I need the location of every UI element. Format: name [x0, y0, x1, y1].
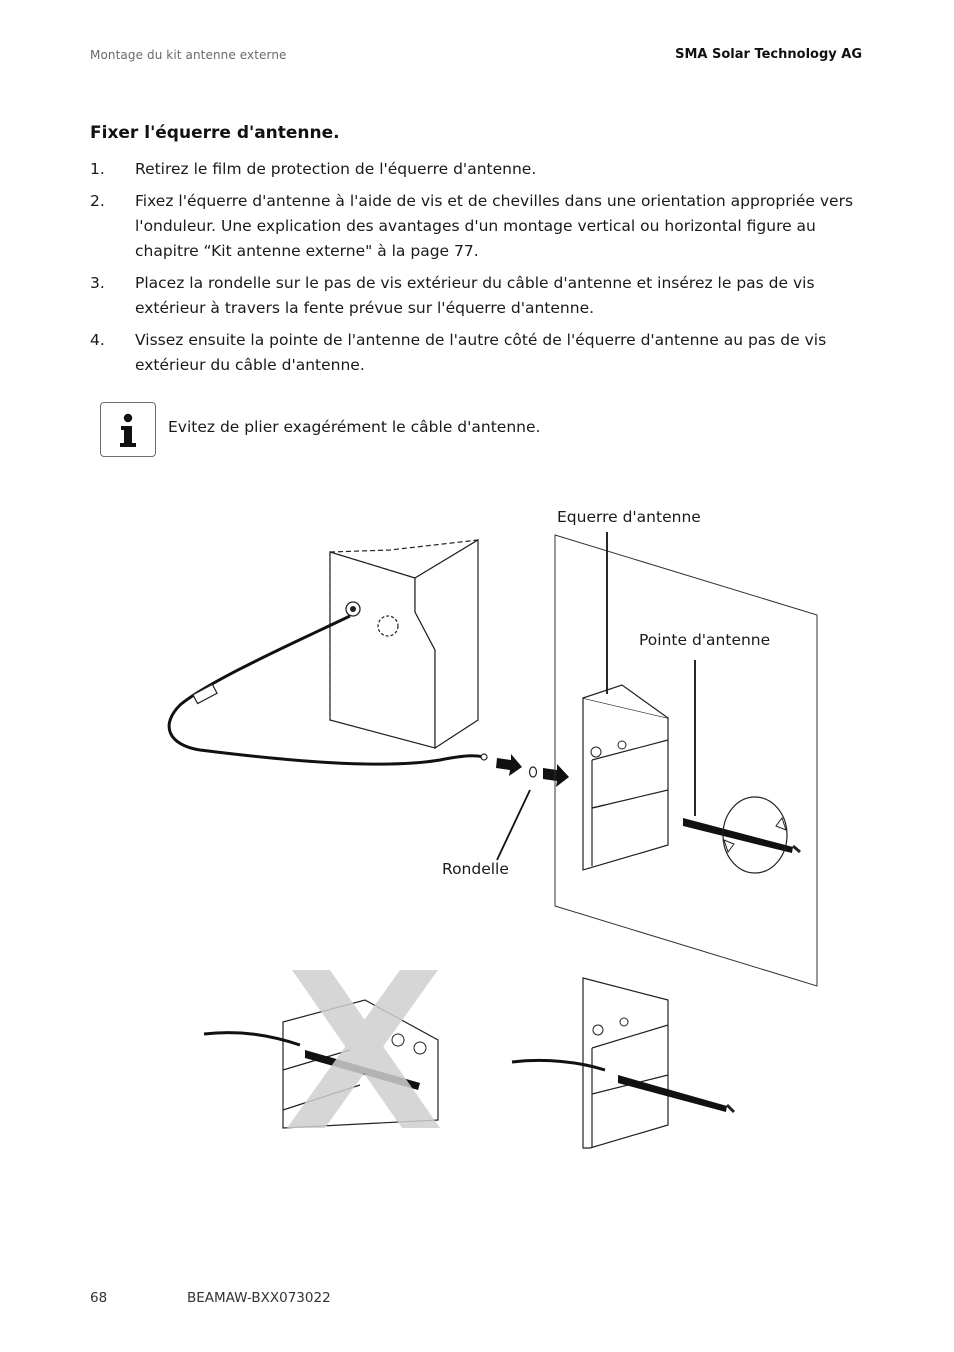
antenna-tip: [683, 818, 793, 853]
step-text: Placez la rondelle sur le pas de vis extérieur du câble d'antenne et insérez le pas de vis extérieur à travers la fente prévue sur l'équerre d'antenne.: [135, 274, 815, 317]
note-text: Evitez de plier exagérément le câble d'antenne.: [168, 418, 541, 436]
correct-mounting: [512, 978, 734, 1148]
mounting-illustration: [0, 480, 954, 1170]
step-number: 1.: [90, 160, 105, 178]
label-washer: Rondelle: [442, 860, 509, 878]
running-header-company: SMA Solar Technology AG: [675, 47, 862, 62]
leader-line-washer: [497, 790, 530, 860]
step-number: 3.: [90, 274, 105, 292]
incorrect-mounting: [204, 970, 440, 1128]
info-icon: [100, 402, 156, 457]
instruction-step: [90, 157, 866, 182]
washer: [530, 767, 537, 777]
step-text: Retirez le film de protection de l'équerre d'antenne.: [135, 160, 537, 178]
document-code: BEAMAW-BXX073022: [187, 1290, 331, 1306]
label-antenna-tip: Pointe d'antenne: [639, 631, 771, 649]
label-bracket: Equerre d'antenne: [557, 508, 701, 526]
section-title: Fixer l'équerre d'antenne.: [90, 123, 340, 143]
page-number: 68: [90, 1290, 108, 1306]
step-text: Vissez ensuite la pointe de l'antenne de l'autre côté de l'équerre d'antenne au pas de vis extérieur du câble d'antenne.: [135, 331, 827, 374]
step-text: Fixez l'équerre d'antenne à l'aide de vis et de chevilles dans une orientation appropriée vers l'onduleur. Une explication des avantages d'un montage vertical ou horizontal figure au chapitre “Kit antenne externe" à la page 77.: [135, 192, 854, 260]
mounting-diagram-svg: [0, 480, 954, 1170]
step-number: 4.: [90, 331, 105, 349]
instruction-list: [90, 157, 866, 385]
bracket: [583, 685, 668, 870]
step-number: 2.: [90, 192, 105, 210]
instruction-step: [90, 271, 866, 321]
instruction-step: [90, 189, 866, 264]
running-header-title: Montage du kit antenne externe: [90, 48, 287, 62]
instruction-step: [90, 328, 866, 378]
